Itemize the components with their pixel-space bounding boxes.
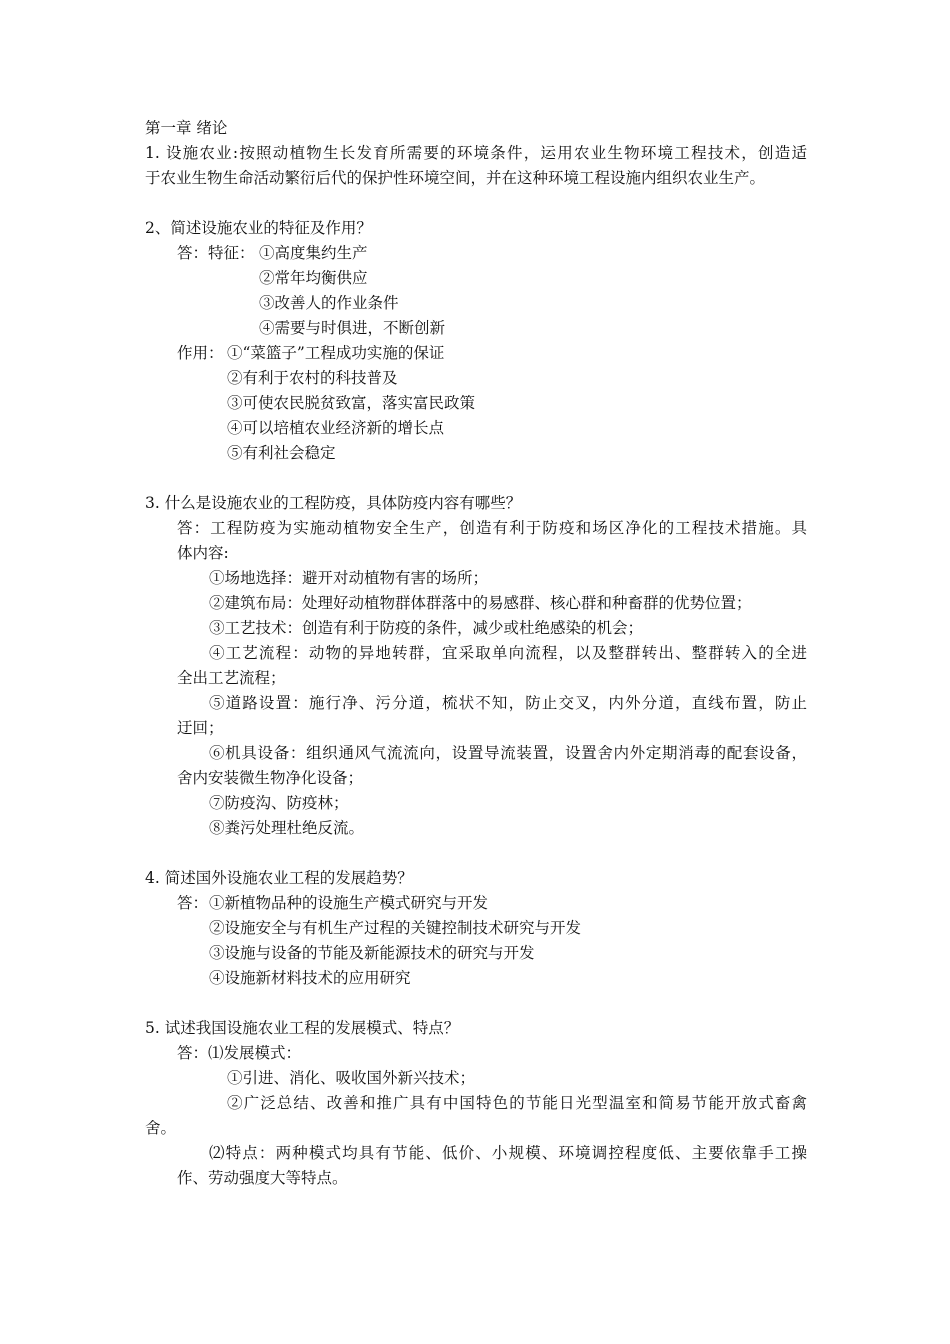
q3-item-3: ③工艺技术：创造有利于防疫的条件，减少或杜绝感染的机会； bbox=[209, 619, 644, 637]
q2-role-3: ③可使农民脱贫致富，落实富民政策 bbox=[227, 394, 476, 412]
q4-question: 4. 简述国外设施农业工程的发展趋势？ bbox=[145, 869, 413, 887]
q5-question: 5. 试述我国设施农业工程的发展模式、特点？ bbox=[145, 1019, 460, 1037]
q4-answer-label: 答： bbox=[177, 894, 209, 912]
q3-answer-line-2: 体内容: bbox=[177, 544, 229, 562]
q3-item-4-line-1: ④工艺流程：动物的异地转群，宜采取单向流程，以及整群转出、整群转入的全进 bbox=[209, 644, 807, 662]
q2-question: 2、简述设施农业的特征及作用？ bbox=[145, 219, 372, 237]
q3-item-7: ⑦防疫沟、防疫林； bbox=[209, 794, 349, 812]
q3-item-2: ②建筑布局：处理好动植物群体群落中的易感群、核心群和种畜群的优势位置； bbox=[209, 594, 752, 612]
q2-feature-2: ②常年均衡供应 bbox=[259, 269, 368, 287]
q4-item-3: ③设施与设备的节能及新能源技术的研究与开发 bbox=[209, 944, 535, 962]
q3-item-4-line-2: 全出工艺流程； bbox=[177, 669, 286, 687]
q1-line-2: 于农业生物生命活动繁衍后代的保护性环境空间，并在这种环境工程设施内组织农业生产。 bbox=[145, 169, 766, 187]
chapter-title: 第一章 绪论 bbox=[145, 119, 228, 137]
q1-line-1: 1. 设施农业:按照动植物生长发育所需要的环境条件，运用农业生物环境工程技术，创造适 bbox=[145, 144, 807, 162]
q2-role-2: ②有利于农村的科技普及 bbox=[227, 369, 398, 387]
q2-features-label: 答：特征： bbox=[177, 244, 255, 262]
q3-item-1: ①场地选择：避开对动植物有害的场所； bbox=[209, 569, 489, 587]
q3-item-5-line-1: ⑤道路设置：施行净、污分道，梳状不知，防止交叉，内外分道，直线布置，防止 bbox=[209, 694, 807, 712]
q3-item-5-line-2: 迂回； bbox=[177, 719, 224, 737]
q2-role-4: ④可以培植农业经济新的增长点 bbox=[227, 419, 445, 437]
q5-mode-2-line-1: ②广泛总结、改善和推广具有中国特色的节能日光型温室和简易节能开放式畜禽 bbox=[227, 1094, 807, 1112]
q3-item-6-line-1: ⑥机具设备：组织通风气流流向，设置导流装置，设置舍内外定期消毒的配套设备， bbox=[209, 744, 807, 762]
q5-trait-line-2: 作、劳动强度大等特点。 bbox=[177, 1169, 348, 1187]
q5-answer-line-1: 答：⑴发展模式： bbox=[177, 1044, 302, 1062]
q5-trait-line-1: ⑵特点：两种模式均具有节能、低价、小规模、环境调控程度低、主要依靠手工操 bbox=[209, 1144, 807, 1162]
q3-answer-line-1: 答：工程防疫为实施动植物安全生产，创造有利于防疫和场区净化的工程技术措施。具 bbox=[177, 519, 807, 537]
q2-role-5: ⑤有利社会稳定 bbox=[227, 444, 336, 462]
q3-item-6-line-2: 舍内安装微生物净化设备； bbox=[177, 769, 364, 787]
q5-mode-2-line-2: 舍。 bbox=[145, 1119, 177, 1137]
q5-mode-1: ①引进、消化、吸收国外新兴技术； bbox=[227, 1069, 476, 1087]
q3-question: 3. 什么是设施农业的工程防疫，具体防疫内容有哪些？ bbox=[145, 494, 522, 512]
q2-feature-4: ④需要与时俱进，不断创新 bbox=[259, 319, 446, 337]
q4-item-2: ②设施安全与有机生产过程的关键控制技术研究与开发 bbox=[209, 919, 582, 937]
q4-item-1: ①新植物品种的设施生产模式研究与开发 bbox=[209, 894, 489, 912]
q2-feature-3: ③改善人的作业条件 bbox=[259, 294, 399, 312]
q3-item-8: ⑧粪污处理杜绝反流。 bbox=[209, 819, 365, 837]
q2-roles-label: 作用： bbox=[177, 344, 224, 362]
q2-feature-1: ①高度集约生产 bbox=[259, 244, 368, 262]
q4-item-4: ④设施新材料技术的应用研究 bbox=[209, 969, 411, 987]
q2-role-1: ①“菜篮子”工程成功实施的保证 bbox=[227, 344, 445, 362]
